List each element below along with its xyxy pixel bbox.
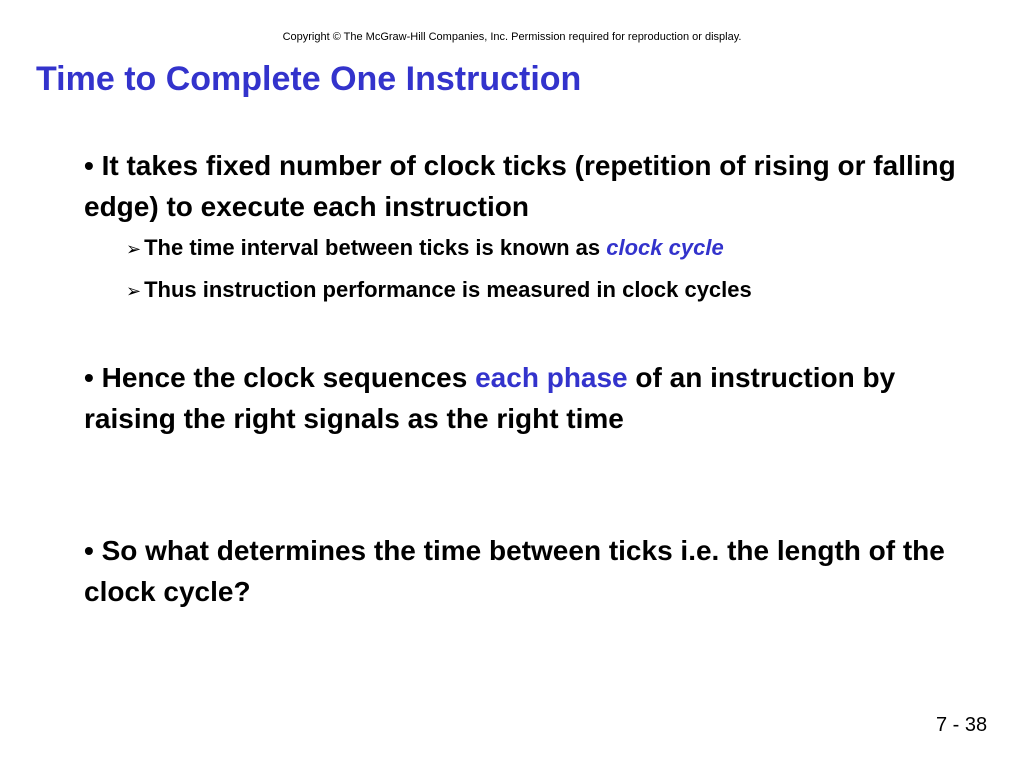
- subbullet-1-2-text: Thus instruction performance is measured in clock cycles: [144, 277, 752, 302]
- bullet-marker: •: [84, 362, 102, 393]
- highlight-clock-cycle: clock cycle: [606, 235, 724, 260]
- copyright-notice: Copyright © The McGraw-Hill Companies, Inc. Permission required for reproduction or display.: [282, 31, 742, 43]
- bullet-2-text-before: Hence the clock sequences: [101, 362, 476, 393]
- slide-title: Time to Complete One Instruction: [36, 60, 582, 98]
- subbullet-1-1-text: The time interval between ticks is known as: [144, 235, 607, 260]
- bullet-3: [84, 530, 964, 612]
- subbullet-1-2: [126, 276, 752, 306]
- arrow-bullet-icon: ➢: [126, 281, 142, 302]
- subbullet-1-1: [126, 234, 724, 264]
- bullet-marker: •: [84, 535, 102, 566]
- highlight-each-phase: each phase: [475, 362, 628, 393]
- bullet-marker: •: [84, 150, 102, 181]
- arrow-bullet-icon: ➢: [126, 239, 142, 260]
- bullet-2-text-after: of an instruction by raising the right signals as the right time: [84, 362, 896, 434]
- page-number: 7 - 38: [936, 714, 988, 736]
- bullet-1-text: It takes fixed number of clock ticks (repetition of rising or falling edge) to execute each instruction: [84, 150, 956, 222]
- bullet-2: [84, 357, 964, 439]
- bullet-3-text: So what determines the time between ticks i.e. the length of the clock cycle?: [84, 535, 945, 607]
- bullet-1: [84, 145, 964, 227]
